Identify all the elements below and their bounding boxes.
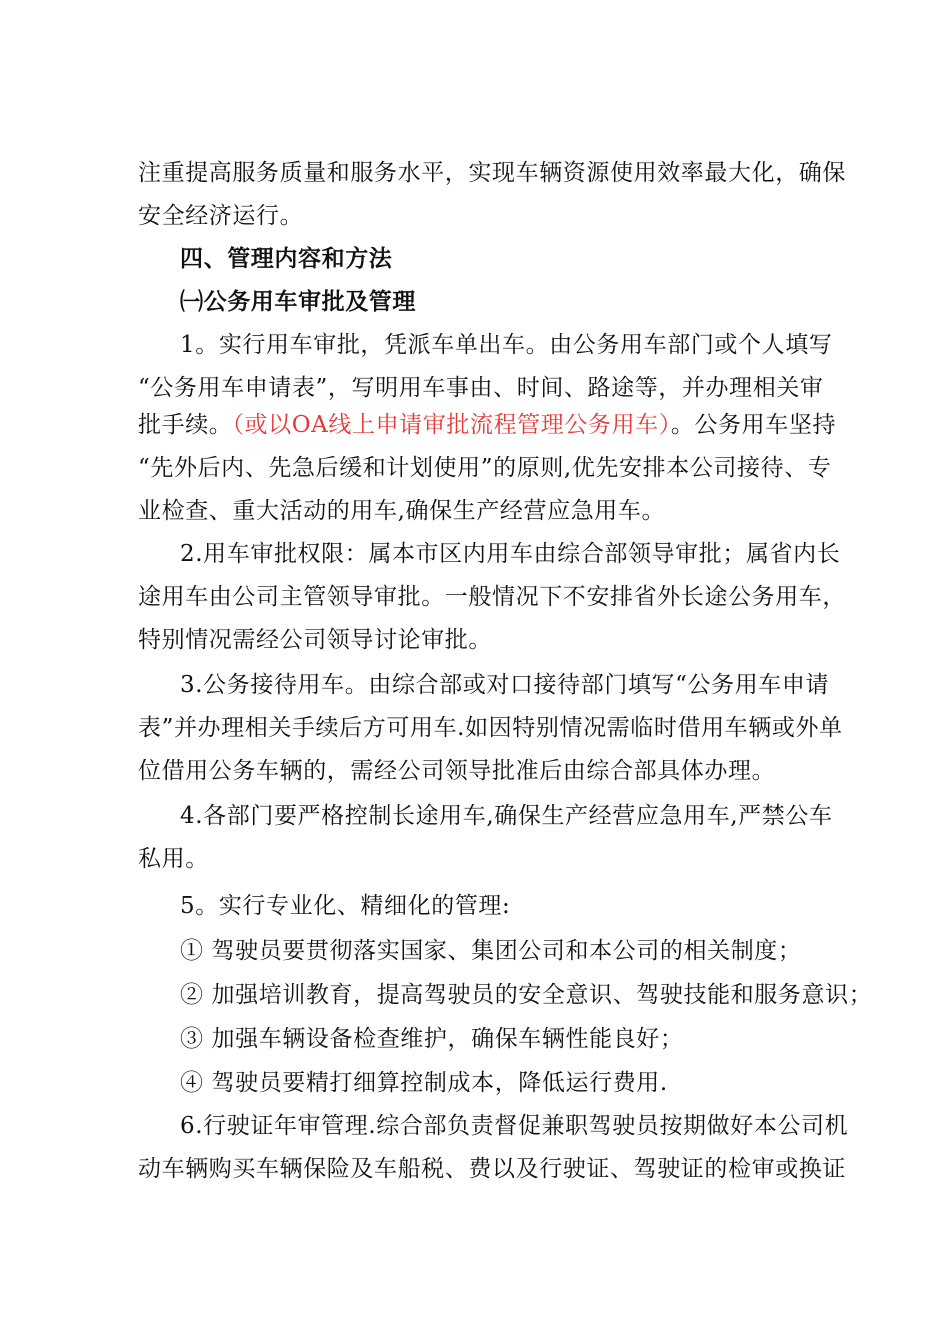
paragraph-line: 3.公务接待用车。由综合部或对口接待部门填写“公务用车申请: [180, 672, 830, 698]
paragraph-line: 位借用公务车辆的，需经公司领导批准后由综合部具体办理。: [138, 758, 776, 784]
paragraph-line: 安全经济运行。: [138, 203, 304, 229]
list-item: ④ 驾驶员要精打细算控制成本，降低运行费用.: [180, 1070, 668, 1096]
paragraph-line: 表”并办理相关手续后方可用车.如因特别情况需临时借用车辆或外单: [138, 715, 843, 741]
list-item: ① 驾驶员要贯彻落实国家、集团公司和本公司的相关制度；: [180, 938, 802, 964]
paragraph-line-mixed: [138, 410, 836, 440]
paragraph-line: 2.用车审批权限：属本市区内用车由综合部领导审批；属省内长: [180, 541, 841, 567]
paragraph-line: “先外后内、先急后缓和计划使用”的原则,优先安排本公司接待、专: [138, 455, 832, 481]
paragraph-line: “公务用车申请表”，写明用车事由、时间、路途等，并办理相关审: [138, 375, 824, 401]
paragraph-line: 4.各部门要严格控制长途用车,确保生产经营应急用车,严禁公车: [180, 803, 833, 829]
paragraph-text: 批手续。: [138, 412, 233, 438]
paragraph-line: 5。实行专业化、精细化的管理:: [180, 893, 511, 919]
list-item: ② 加强培训教育，提高驾驶员的安全意识、驾驶技能和服务意识；: [180, 982, 873, 1008]
paragraph-line: 1。实行用车审批，凭派车单出车。由公务用车部门或个人填写: [180, 332, 833, 358]
paragraph-text: 。公务用车坚持: [670, 412, 837, 438]
highlighted-note: （或以OA线上申请审批流程管理公务用车）: [232, 412, 671, 438]
paragraph-line: 业检查、重大活动的用车,确保生产经营应急用车。: [138, 498, 666, 524]
list-item: ③ 加强车辆设备检查维护，确保车辆性能良好；: [180, 1026, 684, 1052]
paragraph-line: 注重提高服务质量和服务水平，实现车辆资源使用效率最大化，确保: [138, 160, 846, 186]
subsection-heading: ㈠公务用车审批及管理: [180, 289, 416, 315]
section-heading: 四、管理内容和方法: [180, 246, 393, 272]
paragraph-line: 私用。: [138, 846, 209, 872]
paragraph-line: 特别情况需经公司领导讨论审批。: [138, 627, 492, 653]
paragraph-line: 6.行驶证年审管理.综合部负责督促兼职驾驶员按期做好本公司机: [180, 1113, 849, 1139]
paragraph-line: 动车辆购买车辆保险及车船税、费以及行驶证、驾驶证的检审或换证: [138, 1156, 846, 1182]
paragraph-line: 途用车由公司主管领导审批。一般情况下不安排省外长途公务用车，: [138, 584, 846, 610]
